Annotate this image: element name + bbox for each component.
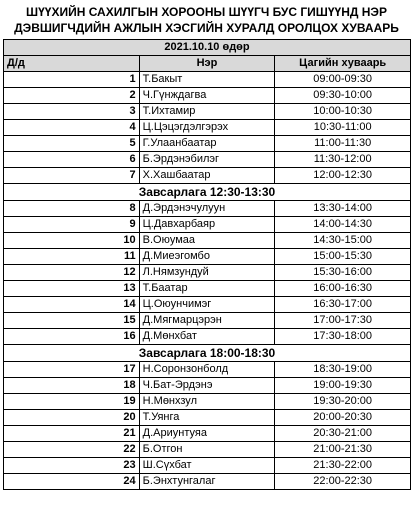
- time-slot: 18:30-19:00: [275, 362, 411, 378]
- table-row: [4, 136, 411, 152]
- title-line-2: ДЭВШИГЧДИЙН АЖЛЫН ХЭСГИЙН ХУРАЛД ОРОЛЦОХ ХУВААРЬ: [14, 21, 399, 35]
- time-slot: 11:00-11:30: [275, 136, 411, 152]
- table-row: [4, 233, 411, 249]
- row-number: 9: [4, 217, 140, 233]
- time-slot: 17:00-17:30: [275, 313, 411, 329]
- participant-name: Л.Нямзундуй: [139, 265, 275, 281]
- row-number: 4: [4, 120, 140, 136]
- row-number: 2: [4, 88, 140, 104]
- table-row: [4, 265, 411, 281]
- row-number: 1: [4, 72, 140, 88]
- time-slot: 21:30-22:00: [275, 458, 411, 474]
- table-row: [4, 362, 411, 378]
- table-row: [4, 72, 411, 88]
- time-slot: 09:30-10:00: [275, 88, 411, 104]
- time-slot: 13:30-14:00: [275, 201, 411, 217]
- row-number: 12: [4, 265, 140, 281]
- row-number: 23: [4, 458, 140, 474]
- break-row: [4, 345, 411, 362]
- participant-name: Ц.Давхарбаяр: [139, 217, 275, 233]
- participant-name: Т.Баатар: [139, 281, 275, 297]
- document-title: [0, 0, 413, 36]
- participant-name: Б.Эрдэнэбилэг: [139, 152, 275, 168]
- row-number: 8: [4, 201, 140, 217]
- time-slot: 16:30-17:00: [275, 297, 411, 313]
- date-cell: 2021.10.10 өдөр: [4, 40, 411, 56]
- row-number: 21: [4, 426, 140, 442]
- table-row: [4, 120, 411, 136]
- time-slot: 21:00-21:30: [275, 442, 411, 458]
- row-number: 10: [4, 233, 140, 249]
- row-number: 24: [4, 474, 140, 490]
- participant-name: Н.Соронзонболд: [139, 362, 275, 378]
- table-row: [4, 313, 411, 329]
- row-number: 20: [4, 410, 140, 426]
- participant-name: Т.Ихтамир: [139, 104, 275, 120]
- participant-name: Б.Энхтунгалаг: [139, 474, 275, 490]
- time-slot: 19:00-19:30: [275, 378, 411, 394]
- header-row: [4, 56, 411, 72]
- participant-name: Ц.Оюунчимэг: [139, 297, 275, 313]
- participant-name: Ч.Бат-Эрдэнэ: [139, 378, 275, 394]
- time-slot: 10:30-11:00: [275, 120, 411, 136]
- time-slot: 12:00-12:30: [275, 168, 411, 184]
- time-slot: 11:30-12:00: [275, 152, 411, 168]
- row-number: 19: [4, 394, 140, 410]
- time-slot: 17:30-18:00: [275, 329, 411, 345]
- table-row: [4, 217, 411, 233]
- participant-name: Ч.Гүнждагва: [139, 88, 275, 104]
- time-slot: 22:00-22:30: [275, 474, 411, 490]
- row-number: 18: [4, 378, 140, 394]
- participant-name: Х.Хашбаатар: [139, 168, 275, 184]
- break-row: [4, 184, 411, 201]
- time-slot: 15:00-15:30: [275, 249, 411, 265]
- participant-name: Ц.Цэцэгдэлгэрэх: [139, 120, 275, 136]
- participant-name: Д.Мягмарцэрэн: [139, 313, 275, 329]
- row-number: 3: [4, 104, 140, 120]
- table-row: [4, 458, 411, 474]
- table-row: [4, 201, 411, 217]
- table-row: [4, 378, 411, 394]
- participant-name: В.Оюумаа: [139, 233, 275, 249]
- row-number: 7: [4, 168, 140, 184]
- participant-name: Т.Бакыт: [139, 72, 275, 88]
- time-slot: 14:00-14:30: [275, 217, 411, 233]
- header-num: Д/д: [4, 56, 140, 72]
- participant-name: Д.Миеэгомбо: [139, 249, 275, 265]
- row-number: 22: [4, 442, 140, 458]
- table-row: [4, 394, 411, 410]
- table-row: [4, 249, 411, 265]
- participant-name: Т.Уянга: [139, 410, 275, 426]
- row-number: 16: [4, 329, 140, 345]
- table-row: [4, 426, 411, 442]
- time-slot: 20:00-20:30: [275, 410, 411, 426]
- participant-name: Г.Улаанбаатар: [139, 136, 275, 152]
- row-number: 17: [4, 362, 140, 378]
- title-line-1: ШҮҮХИЙН САХИЛГЫН ХОРООНЫ ШҮҮГЧ БУС ГИШҮҮНД НЭР: [26, 5, 387, 19]
- table-row: [4, 474, 411, 490]
- table-row: [4, 168, 411, 184]
- table-row: [4, 297, 411, 313]
- participant-name: Ш.Сүхбат: [139, 458, 275, 474]
- participant-name: Д.Эрдэнэчулуун: [139, 201, 275, 217]
- row-number: 6: [4, 152, 140, 168]
- table-row: [4, 152, 411, 168]
- table-row: [4, 329, 411, 345]
- row-number: 14: [4, 297, 140, 313]
- table-row: [4, 104, 411, 120]
- header-time: Цагийн хуваарь: [275, 56, 411, 72]
- row-number: 15: [4, 313, 140, 329]
- break-label: Завсарлага 12:30-13:30: [4, 184, 411, 201]
- time-slot: 16:00-16:30: [275, 281, 411, 297]
- row-number: 11: [4, 249, 140, 265]
- time-slot: 19:30-20:00: [275, 394, 411, 410]
- time-slot: 15:30-16:00: [275, 265, 411, 281]
- time-slot: 14:30-15:00: [275, 233, 411, 249]
- table-row: [4, 88, 411, 104]
- participant-name: Н.Мөнхзул: [139, 394, 275, 410]
- date-row: [4, 40, 411, 56]
- table-row: [4, 281, 411, 297]
- row-number: 5: [4, 136, 140, 152]
- table-row: [4, 442, 411, 458]
- participant-name: Б.Отгон: [139, 442, 275, 458]
- table-row: [4, 410, 411, 426]
- participant-name: Д.Ариунтуяа: [139, 426, 275, 442]
- time-slot: 20:30-21:00: [275, 426, 411, 442]
- header-name: Нэр: [139, 56, 275, 72]
- participant-name: Д.Мөнхбат: [139, 329, 275, 345]
- time-slot: 10:00-10:30: [275, 104, 411, 120]
- row-number: 13: [4, 281, 140, 297]
- break-label: Завсарлага 18:00-18:30: [4, 345, 411, 362]
- time-slot: 09:00-09:30: [275, 72, 411, 88]
- schedule-table: [3, 39, 411, 490]
